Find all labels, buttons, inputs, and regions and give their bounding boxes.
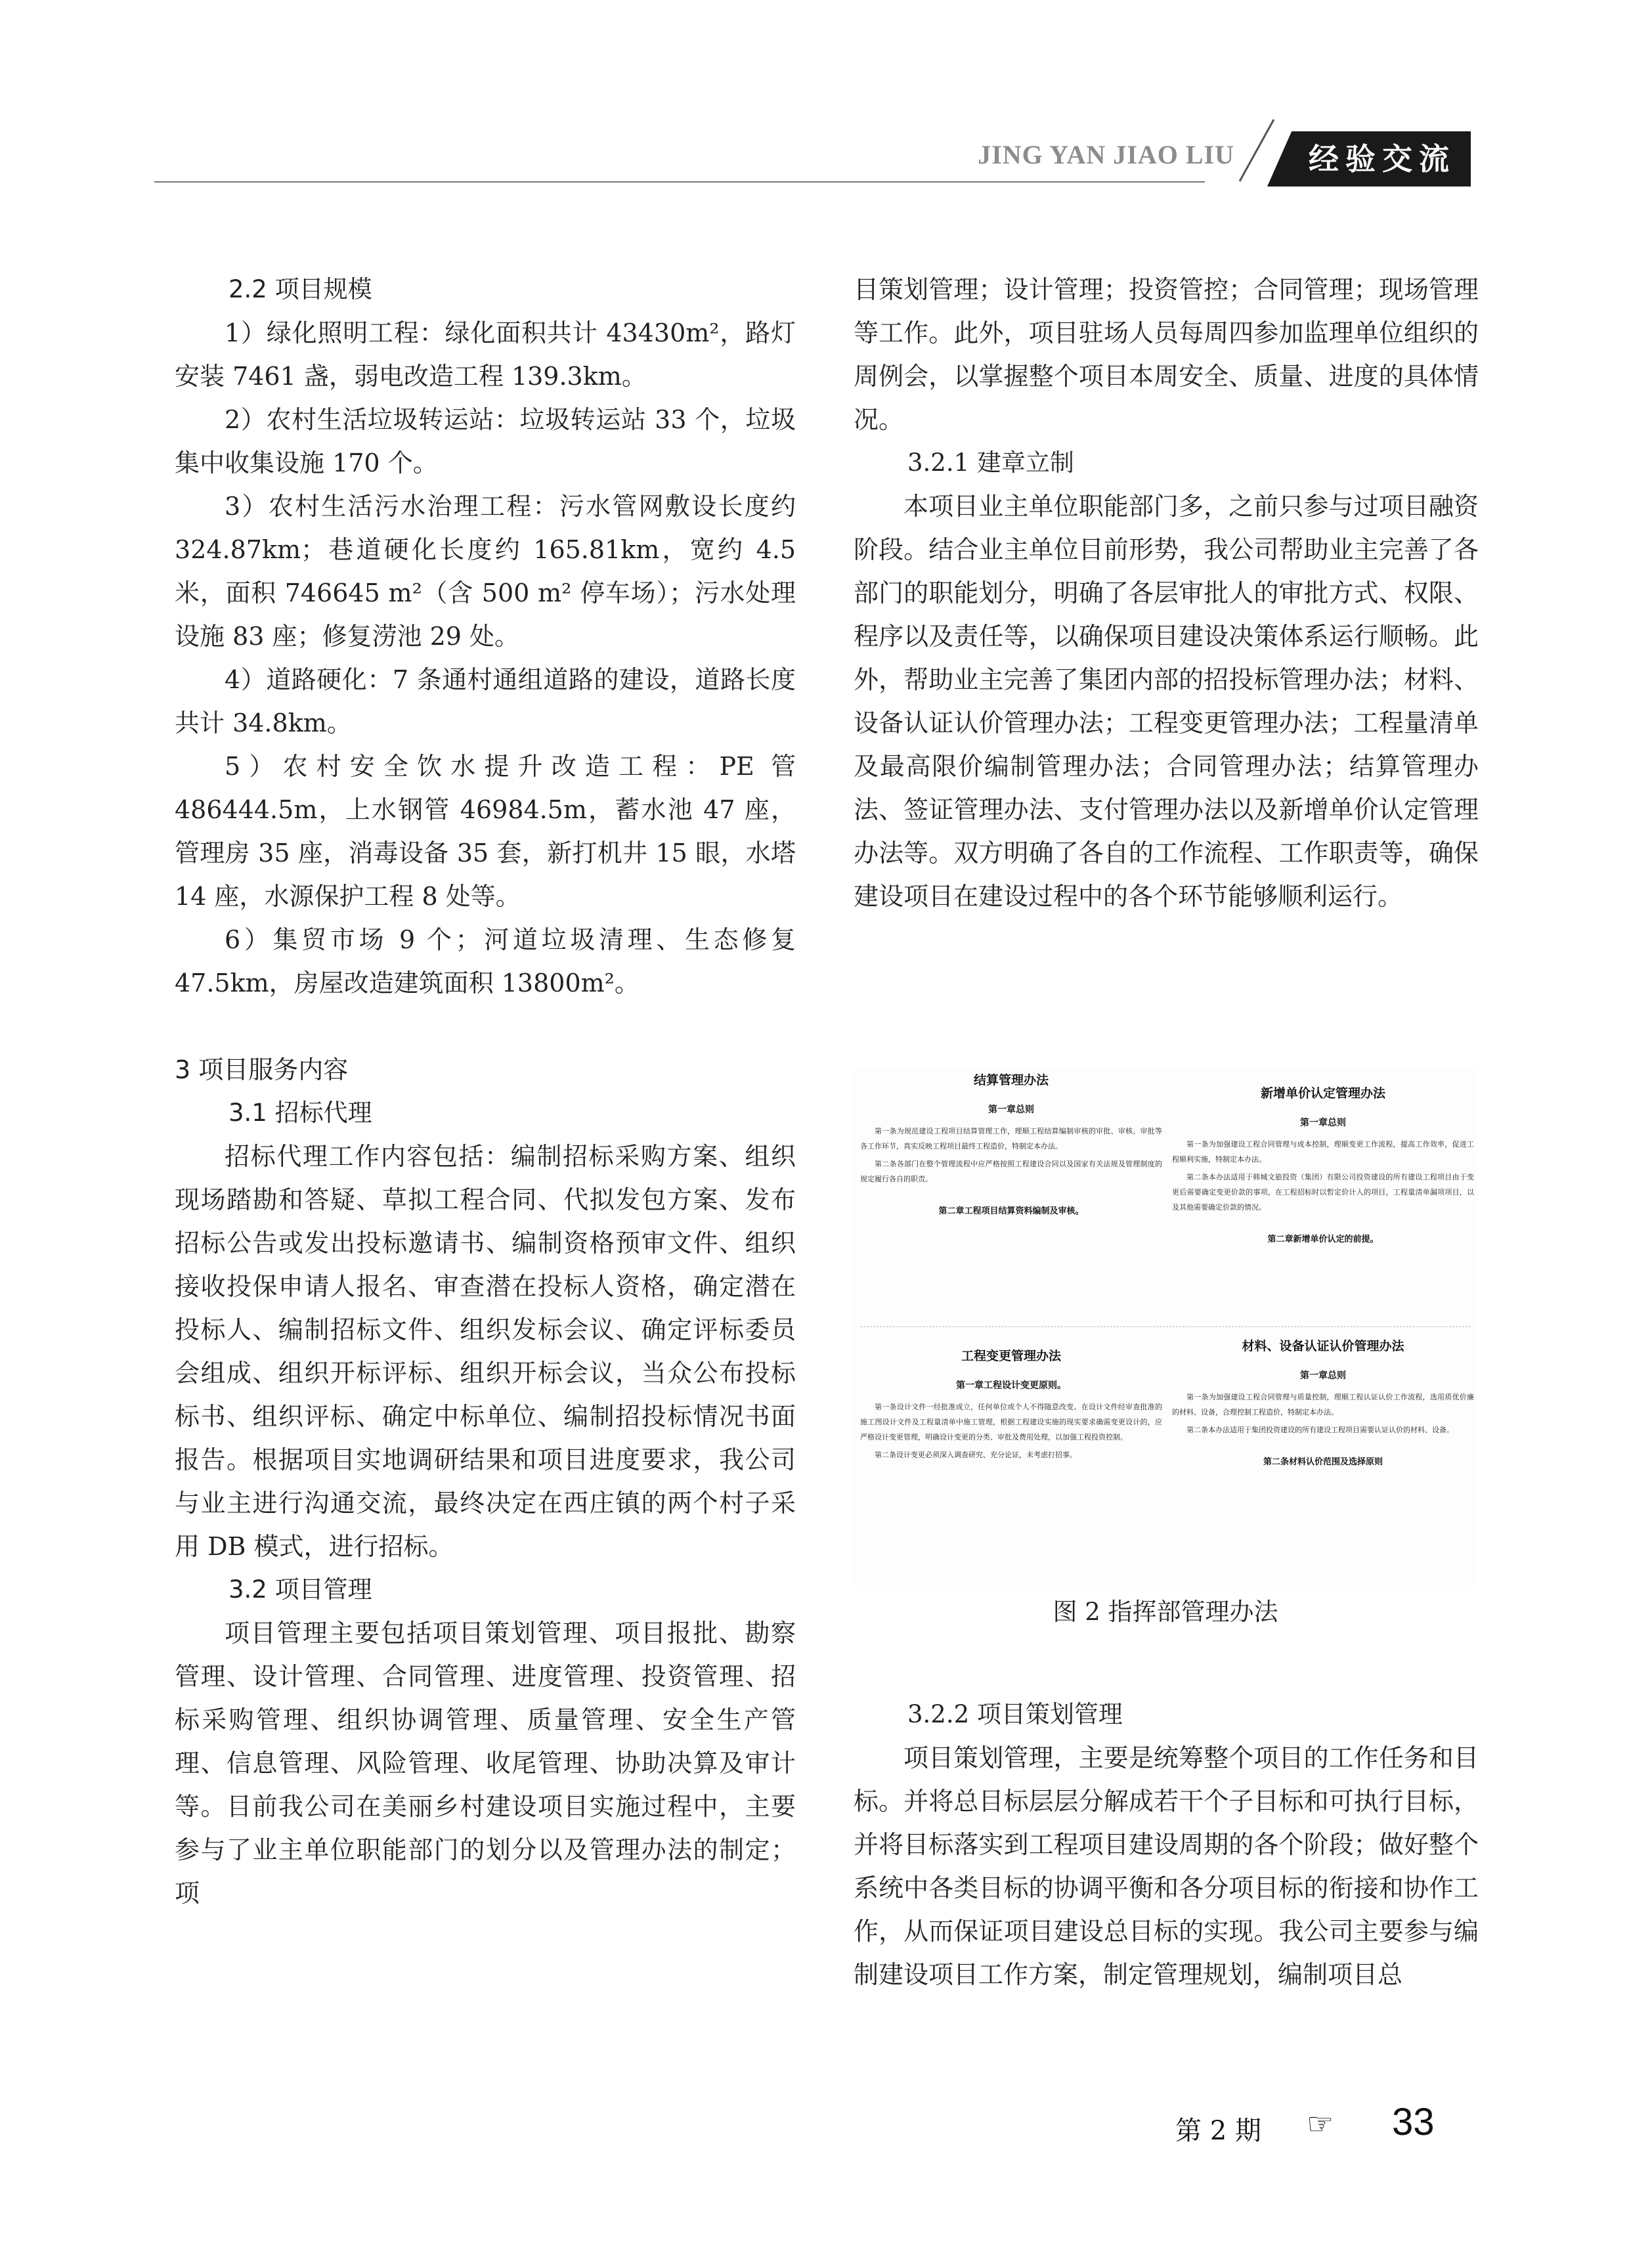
- paragraph: 1）绿化照明工程：绿化面积共计 43430m²，路灯安装 7461 盏，弱电改造工程 139.3km。: [175, 318, 796, 391]
- figure-management-rules: [854, 1067, 1477, 1586]
- section-3-heading: 3 项目服务内容: [175, 1055, 349, 1084]
- right-column-top: [854, 268, 1479, 918]
- paragraph: 项目策划管理，主要是统筹整个项目的工作任务和目标。并将总目标层层分解成若干个子目标和可执行目标，并将目标落实到工程项目建设周期的各个阶段；做好整个系统中各类目标的协调平衡和各分项目标的衔接和协作工作，从而保证项目建设总目标的实现。我公司主要参与编制建设项目工作方案，制定管理规划，编制项目总: [854, 1743, 1479, 1989]
- figure-panel-chapter: 第一章工程设计变更原则。: [956, 1380, 1066, 1391]
- figure-panel-settlement: [860, 1070, 1162, 1216]
- figure-panel-title: 结算管理办法: [973, 1073, 1049, 1087]
- paragraph: 2）农村生活垃圾转运站：垃圾转运站 33 个，垃圾集中收集设施 170 个。: [175, 405, 796, 477]
- figure-panel-text: 第二条本办法适用于韩城文旅投资（集团）有限公司投资建设的所有建设工程项目由于变更后需要确定变更价款的事项，在工程招标时以暂定价计入的项目，工程量清单漏项项目，以及其他需要确定价款的情况。: [1172, 1173, 1474, 1212]
- section-3-2-heading: 3.2 项目管理: [228, 1575, 372, 1604]
- paragraph: 5）农村安全饮水提升改造工程：PE 管 486444.5m，上水钢管 46984.5m，蓄水池 47 座，管理房 35 座，消毒设备 35 套，新打机井 15 眼，水塔 14 座，水源保护工程 8 处等。: [175, 752, 796, 911]
- paragraph: 4）道路硬化：7 条通村通组道路的建设，道路长度共计 34.8km。: [175, 665, 796, 737]
- section-3-2-1-heading: 3.2.1 建章立制: [907, 449, 1074, 477]
- figure-panel-materials: [1172, 1336, 1474, 1467]
- figure-panel-title: 材料、设备认证认价管理办法: [1242, 1339, 1404, 1353]
- pointing-hand-icon: ☞: [1307, 2106, 1334, 2141]
- figure-panel-new-unit-price: [1172, 1084, 1474, 1244]
- right-column-bottom: [854, 1693, 1479, 1996]
- figure-panel-title: 工程变更管理办法: [961, 1349, 1061, 1363]
- section-3-2-2-heading: 3.2.2 项目策划管理: [907, 1700, 1123, 1728]
- figure-panel-text: 第一条为加强建设工程合同管理与成本控制，理顺变更工作流程，提高工作效率，促进工程顺利实施，特制定本办法。: [1172, 1140, 1474, 1164]
- figure-panel-subheading: 第二条材料认价范围及选择原则: [1263, 1457, 1383, 1467]
- header-title: 经验交流: [1309, 141, 1456, 177]
- paragraph: 招标代理工作内容包括：编制招标采购方案、组织现场踏勘和答疑、草拟工程合同、代拟发包方案、发布招标公告或发出投标邀请书、编制资格预审文件、组织接收投保申请人报名、审查潜在投标人资格，确定潜在投标人、编制招标文件、组织发标会议、确定评标委员会组成、组织开标评标、组织开标会议，当众公布投标标书、组织评标、确定中标单位、编制招投标情况书面报告。根据项目实地调研结果和项目进度要求，我公司与业主进行沟通交流，最终决定在西庄镇的两个村子采用 DB 模式，进行招标。: [175, 1142, 796, 1561]
- figure-panel-text: 第二条本办法适用于集团投资建设的所有建设工程项目需要认证认价的材料、设备。: [1186, 1426, 1454, 1434]
- issue-number: 第 2 期: [1175, 2116, 1261, 2146]
- header-pinyin: JING YAN JIAO LIU: [978, 140, 1234, 169]
- figure-panel-chapter: 第一章总则: [1300, 1118, 1346, 1128]
- paragraph: 项目管理主要包括项目策划管理、项目报批、勘察管理、设计管理、合同管理、进度管理、投资管理、招标采购管理、组织协调管理、质量管理、安全生产管理、信息管理、风险管理、收尾管理、协助决算及审计等。目前我公司在美丽乡村建设项目实施过程中，主要参与了业主单位职能部门的划分以及管理办法的制定；项: [175, 1619, 796, 1908]
- figure-panel-text: 第二条设计变更必须深入调查研究、充分论证，未考虑打招事。: [875, 1451, 1077, 1459]
- header-rule: [154, 181, 1205, 183]
- paragraph: 目策划管理；设计管理；投资管控；合同管理；现场管理等工作。此外，项目驻场人员每周四参加监理单位组织的周例会，以掌握整个项目本周安全、质量、进度的具体情况。: [854, 275, 1479, 434]
- figure-panel-chapter: 第一章总则: [1300, 1370, 1346, 1381]
- figure-divider: [860, 1326, 1471, 1327]
- figure-panel-chapter: 第一章总则: [988, 1105, 1034, 1115]
- figure-panel-text: 第一条设计文件一经批准成立，任何单位或个人不得随意改变。在设计文件经审查批准的施工图设计文件及工程量清单中施工管理，根据工程建设实施的现实要求确需变更设计的，应严格设计变更管理，明确设计变更的分类、审批及费用处理，以加强工程投资控制。: [860, 1403, 1162, 1441]
- paragraph: 本项目业主单位职能部门多，之前只参与过项目融资阶段。结合业主单位目前形势，我公司帮助业主完善了各部门的职能划分，明确了各层审批人的审批方式、权限、程序以及责任等，以确保项目建设决策体系运行顺畅。此外，帮助业主完善了集团内部的招投标管理办法；材料、设备认证认价管理办法；工程变更管理办法；工程量清单及最高限价编制管理办法；合同管理办法；结算管理办法、签证管理办法、支付管理办法以及新增单价认定管理办法等。双方明确了各自的工作流程、工作职责等，确保建设项目在建设过程中的各个环节能够顺利运行。: [854, 492, 1479, 911]
- section-2-2-heading: 2.2 项目规模: [228, 275, 372, 303]
- figure-panel-subheading: 第二章新增单价认定的前提。: [1267, 1235, 1379, 1244]
- figure-panel-change: [860, 1346, 1162, 1465]
- section-3-1-heading: 3.1 招标代理: [228, 1099, 372, 1127]
- paragraph: 6）集贸市场 9 个；河道垃圾清理、生态修复 47.5km，房屋改造建筑面积 13800m²。: [175, 925, 796, 997]
- figure-caption: 图 2 指挥部管理办法: [1053, 1598, 1278, 1626]
- left-column: [175, 268, 796, 1915]
- figure-panel-subheading: 第二章工程项目结算资料编制及审核。: [938, 1206, 1084, 1216]
- figure-panel-text: 第一条为规范建设工程项目结算管理工作，理顺工程结算编制审核的审批、审核、审批等各工作环节，真实反映工程项目最终工程造价，特制定本办法。: [860, 1127, 1162, 1150]
- figure-panel-text: 第二条各部门在整个管理流程中应严格按照工程建设合同以及国家有关法规及管理制度的规定履行各自的职责。: [860, 1160, 1162, 1183]
- page-number: 33: [1392, 2101, 1435, 2143]
- figure-panel-title: 新增单价认定管理办法: [1260, 1086, 1385, 1101]
- figure-panel-text: 第一条为加强建设工程合同管理与质量控制，理顺工程认证认价工作流程，选用质优价廉的材料、设备，合理控制工程造价，特制定本办法。: [1172, 1393, 1474, 1416]
- paragraph: 3）农村生活污水治理工程：污水管网敷设长度约 324.87km；巷道硬化长度约 165.81km，宽约 4.5 米，面积 746645 m²（含 500 m² 停车场）；污水处理设施 83 座；修复涝池 29 处。: [175, 492, 796, 651]
